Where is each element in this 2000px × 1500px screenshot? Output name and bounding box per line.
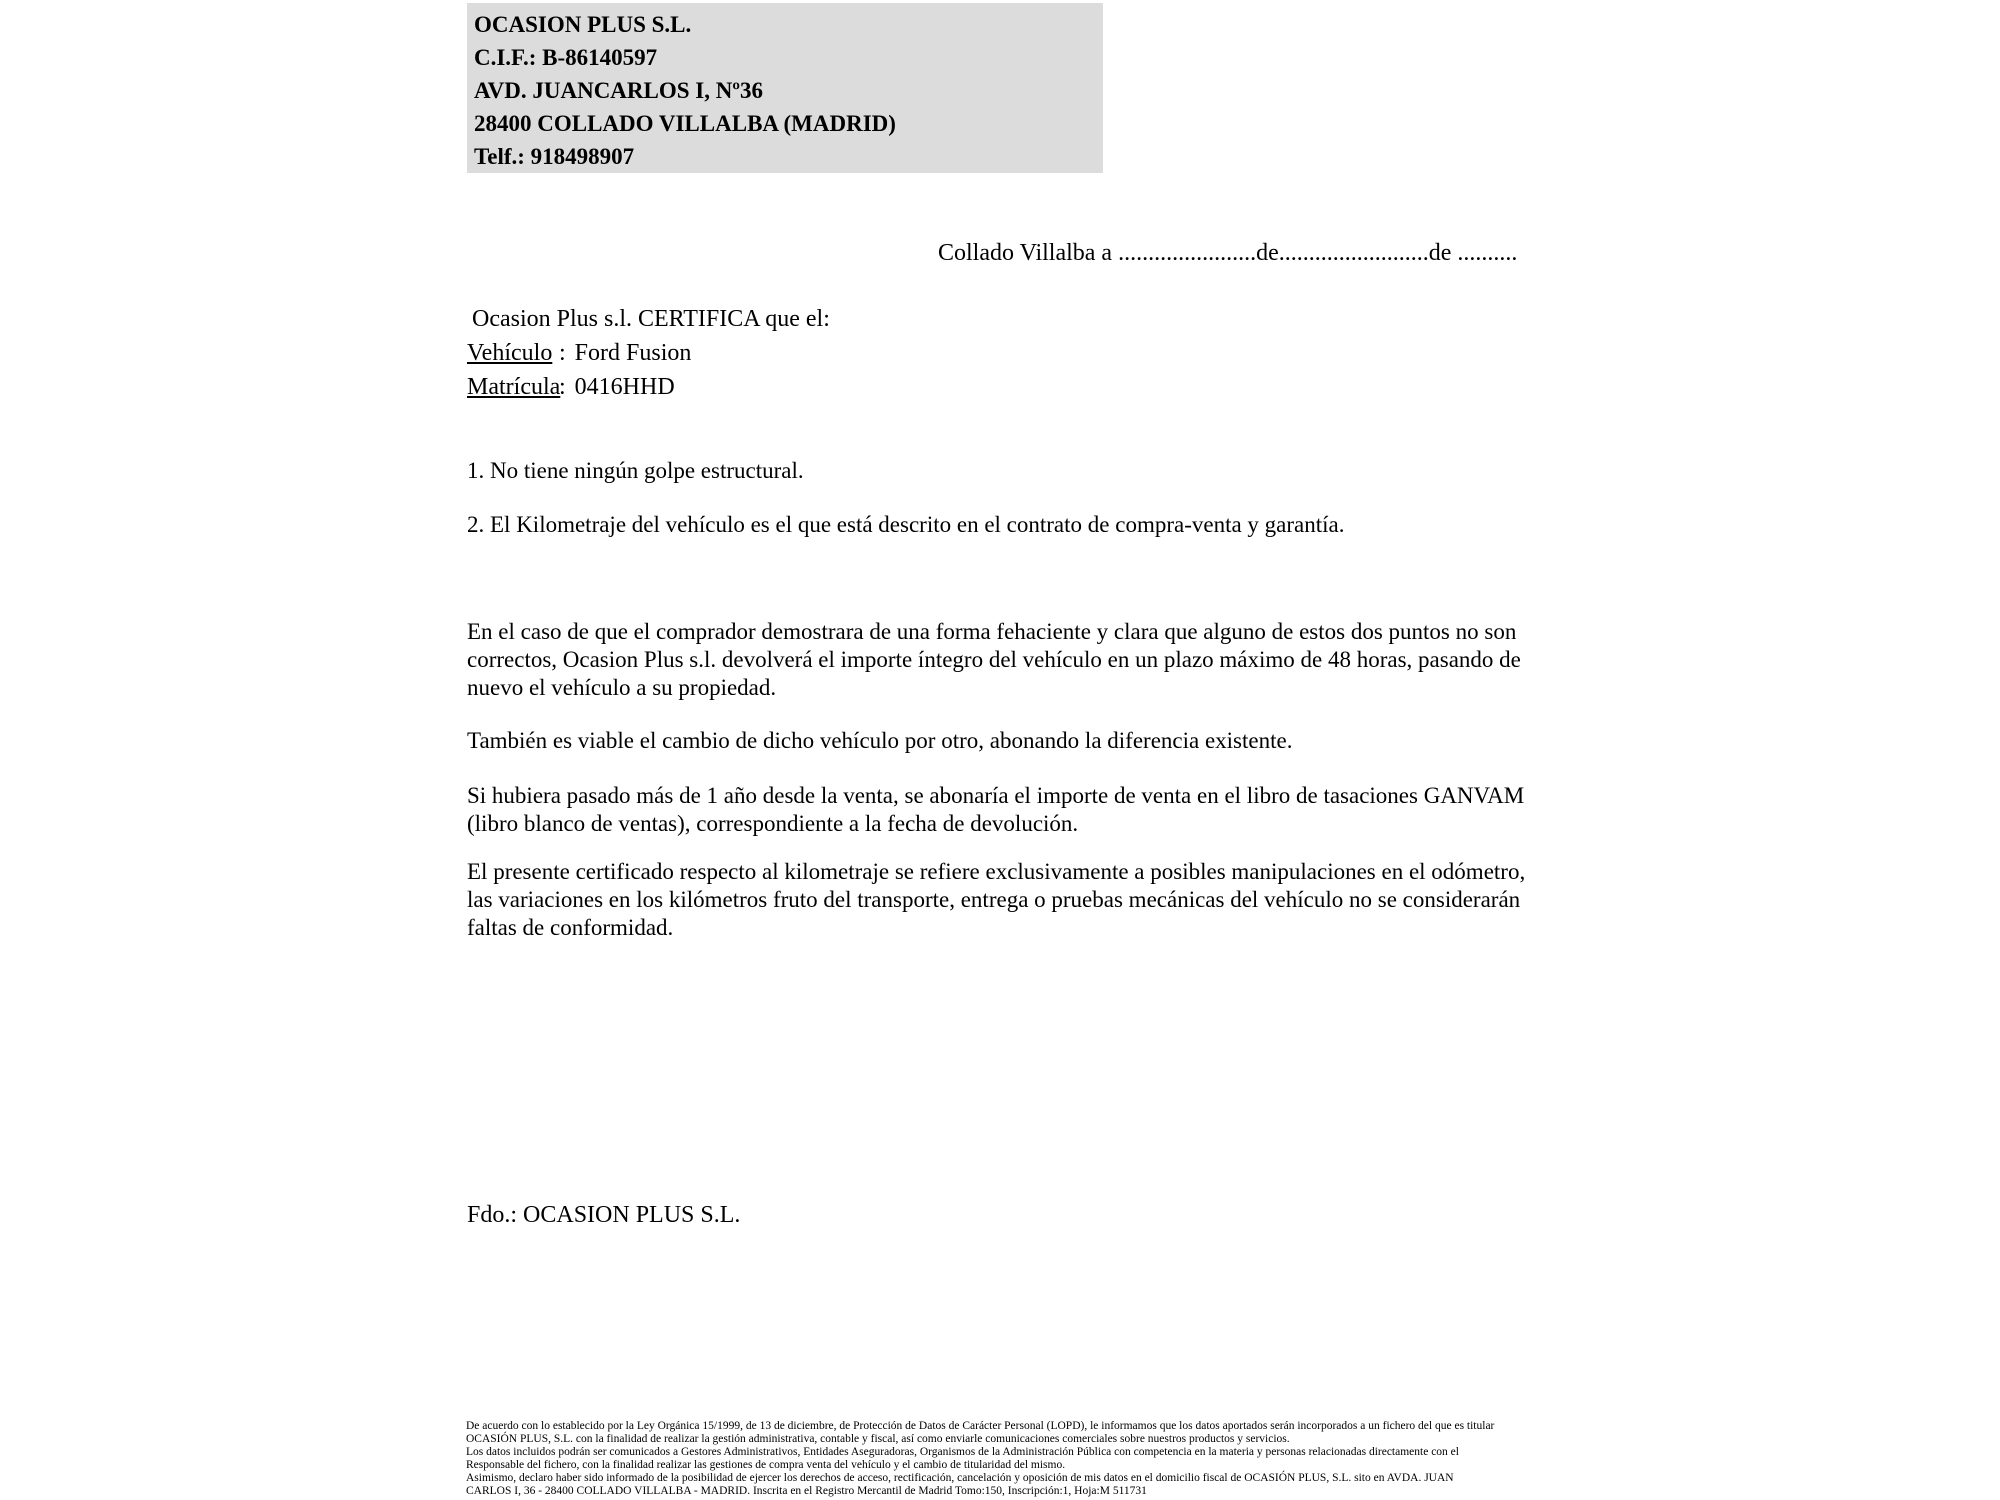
- vehicle-label: Vehículo: [467, 340, 553, 366]
- legal-footer-line-2: OCASIÓN PLUS, S.L. con la finalidad de realizar la gestión administrativa, contable y fiscal, así como enviarle comunicaciones comerciales sobre nuestros productos y servicios.: [466, 1433, 1290, 1445]
- plate-value: 0416HHD: [574, 374, 675, 400]
- company-name: OCASION PLUS S.L.: [474, 12, 692, 37]
- plate-field: [467, 374, 675, 401]
- company-header-block: [467, 3, 1103, 173]
- legal-footer: [466, 1420, 1494, 1498]
- vehicle-field: [467, 340, 691, 367]
- plate-label: Matrícula: [467, 374, 561, 400]
- legal-footer-line-5: Asimismo, declaro haber sido informado de la posibilidad de ejercer los derechos de acceso, rectificación, cancelación y oposición de mis datos en el domicilio fiscal de OCASIÓN PLUS, S.L. sito en AVDA. JUAN: [466, 1472, 1454, 1484]
- legal-footer-line-3: Los datos incluidos podrán ser comunicados a Gestores Administrativos, Entidades Aseguradoras, Organismos de la Administración Pública con competencia en la materia y personas relacionadas directamente con el: [466, 1446, 1459, 1458]
- company-cif: C.I.F.: B-86140597: [474, 45, 658, 70]
- company-phone: Telf.: 918498907: [474, 144, 635, 169]
- legal-footer-line-6: CARLOS I, 36 - 28400 COLLADO VILLALBA - MADRID. Inscrita en el Registro Mercantil de Madrid Tomo:150, Inscripción:1, Hoja:M 511731: [466, 1485, 1147, 1497]
- company-city: 28400 COLLADO VILLALBA (MADRID): [474, 111, 896, 136]
- date-line: Collado Villalba a .......................de.........................de ..........: [938, 240, 1518, 266]
- signature-line: Fdo.: OCASION PLUS S.L.: [467, 1202, 741, 1228]
- legal-footer-line-1: De acuerdo con lo establecido por la Ley Orgánica 15/1999, de 13 de diciembre, de Protección de Datos de Carácter Personal (LOPD), le informamos que los datos aportados serán incorporados a un fichero del que es titular: [466, 1420, 1495, 1432]
- company-address: AVD. JUANCARLOS I, Nº36: [474, 78, 763, 103]
- paragraph-refund: En el caso de que el comprador demostrara de una forma fehaciente y clara que alguno de estos dos puntos no son correctos, Ocasion Plus s.l. devolverá el importe íntegro del vehículo en un plazo máximo de 48 horas, pasando de nuevo el vehículo a su propiedad.: [467, 619, 1521, 700]
- numbered-point-1: 1. No tiene ningún golpe estructural.: [467, 458, 804, 483]
- vehicle-value: Ford Fusion: [574, 340, 692, 366]
- paragraph-ganvam: Si hubiera pasado más de 1 año desde la venta, se abonaría el importe de venta en el libro de tasaciones GANVAM (libro blanco de ventas), correspondiente a la fecha de devolución.: [467, 783, 1525, 836]
- plate-separator: :: [559, 374, 566, 400]
- legal-footer-line-4: Responsable del fichero, con la finalidad realizar las gestiones de compra venta del vehículo y el cambio de titularidad del mismo.: [466, 1459, 1066, 1471]
- numbered-point-2: 2. El Kilometraje del vehículo es el que está descrito en el contrato de compra-venta y garantía.: [467, 512, 1345, 537]
- paragraph-odometer: El presente certificado respecto al kilometraje se refiere exclusivamente a posibles manipulaciones en el odómetro, las variaciones en los kilómetros fruto del transporte, entrega o pruebas mecánicas del vehículo no se considerarán faltas de conformidad.: [467, 859, 1526, 940]
- paragraph-exchange: También es viable el cambio de dicho vehículo por otro, abonando la diferencia existente.: [467, 728, 1293, 753]
- vehicle-separator: :: [559, 340, 566, 366]
- certification-intro: Ocasion Plus s.l. CERTIFICA que el:: [472, 306, 830, 332]
